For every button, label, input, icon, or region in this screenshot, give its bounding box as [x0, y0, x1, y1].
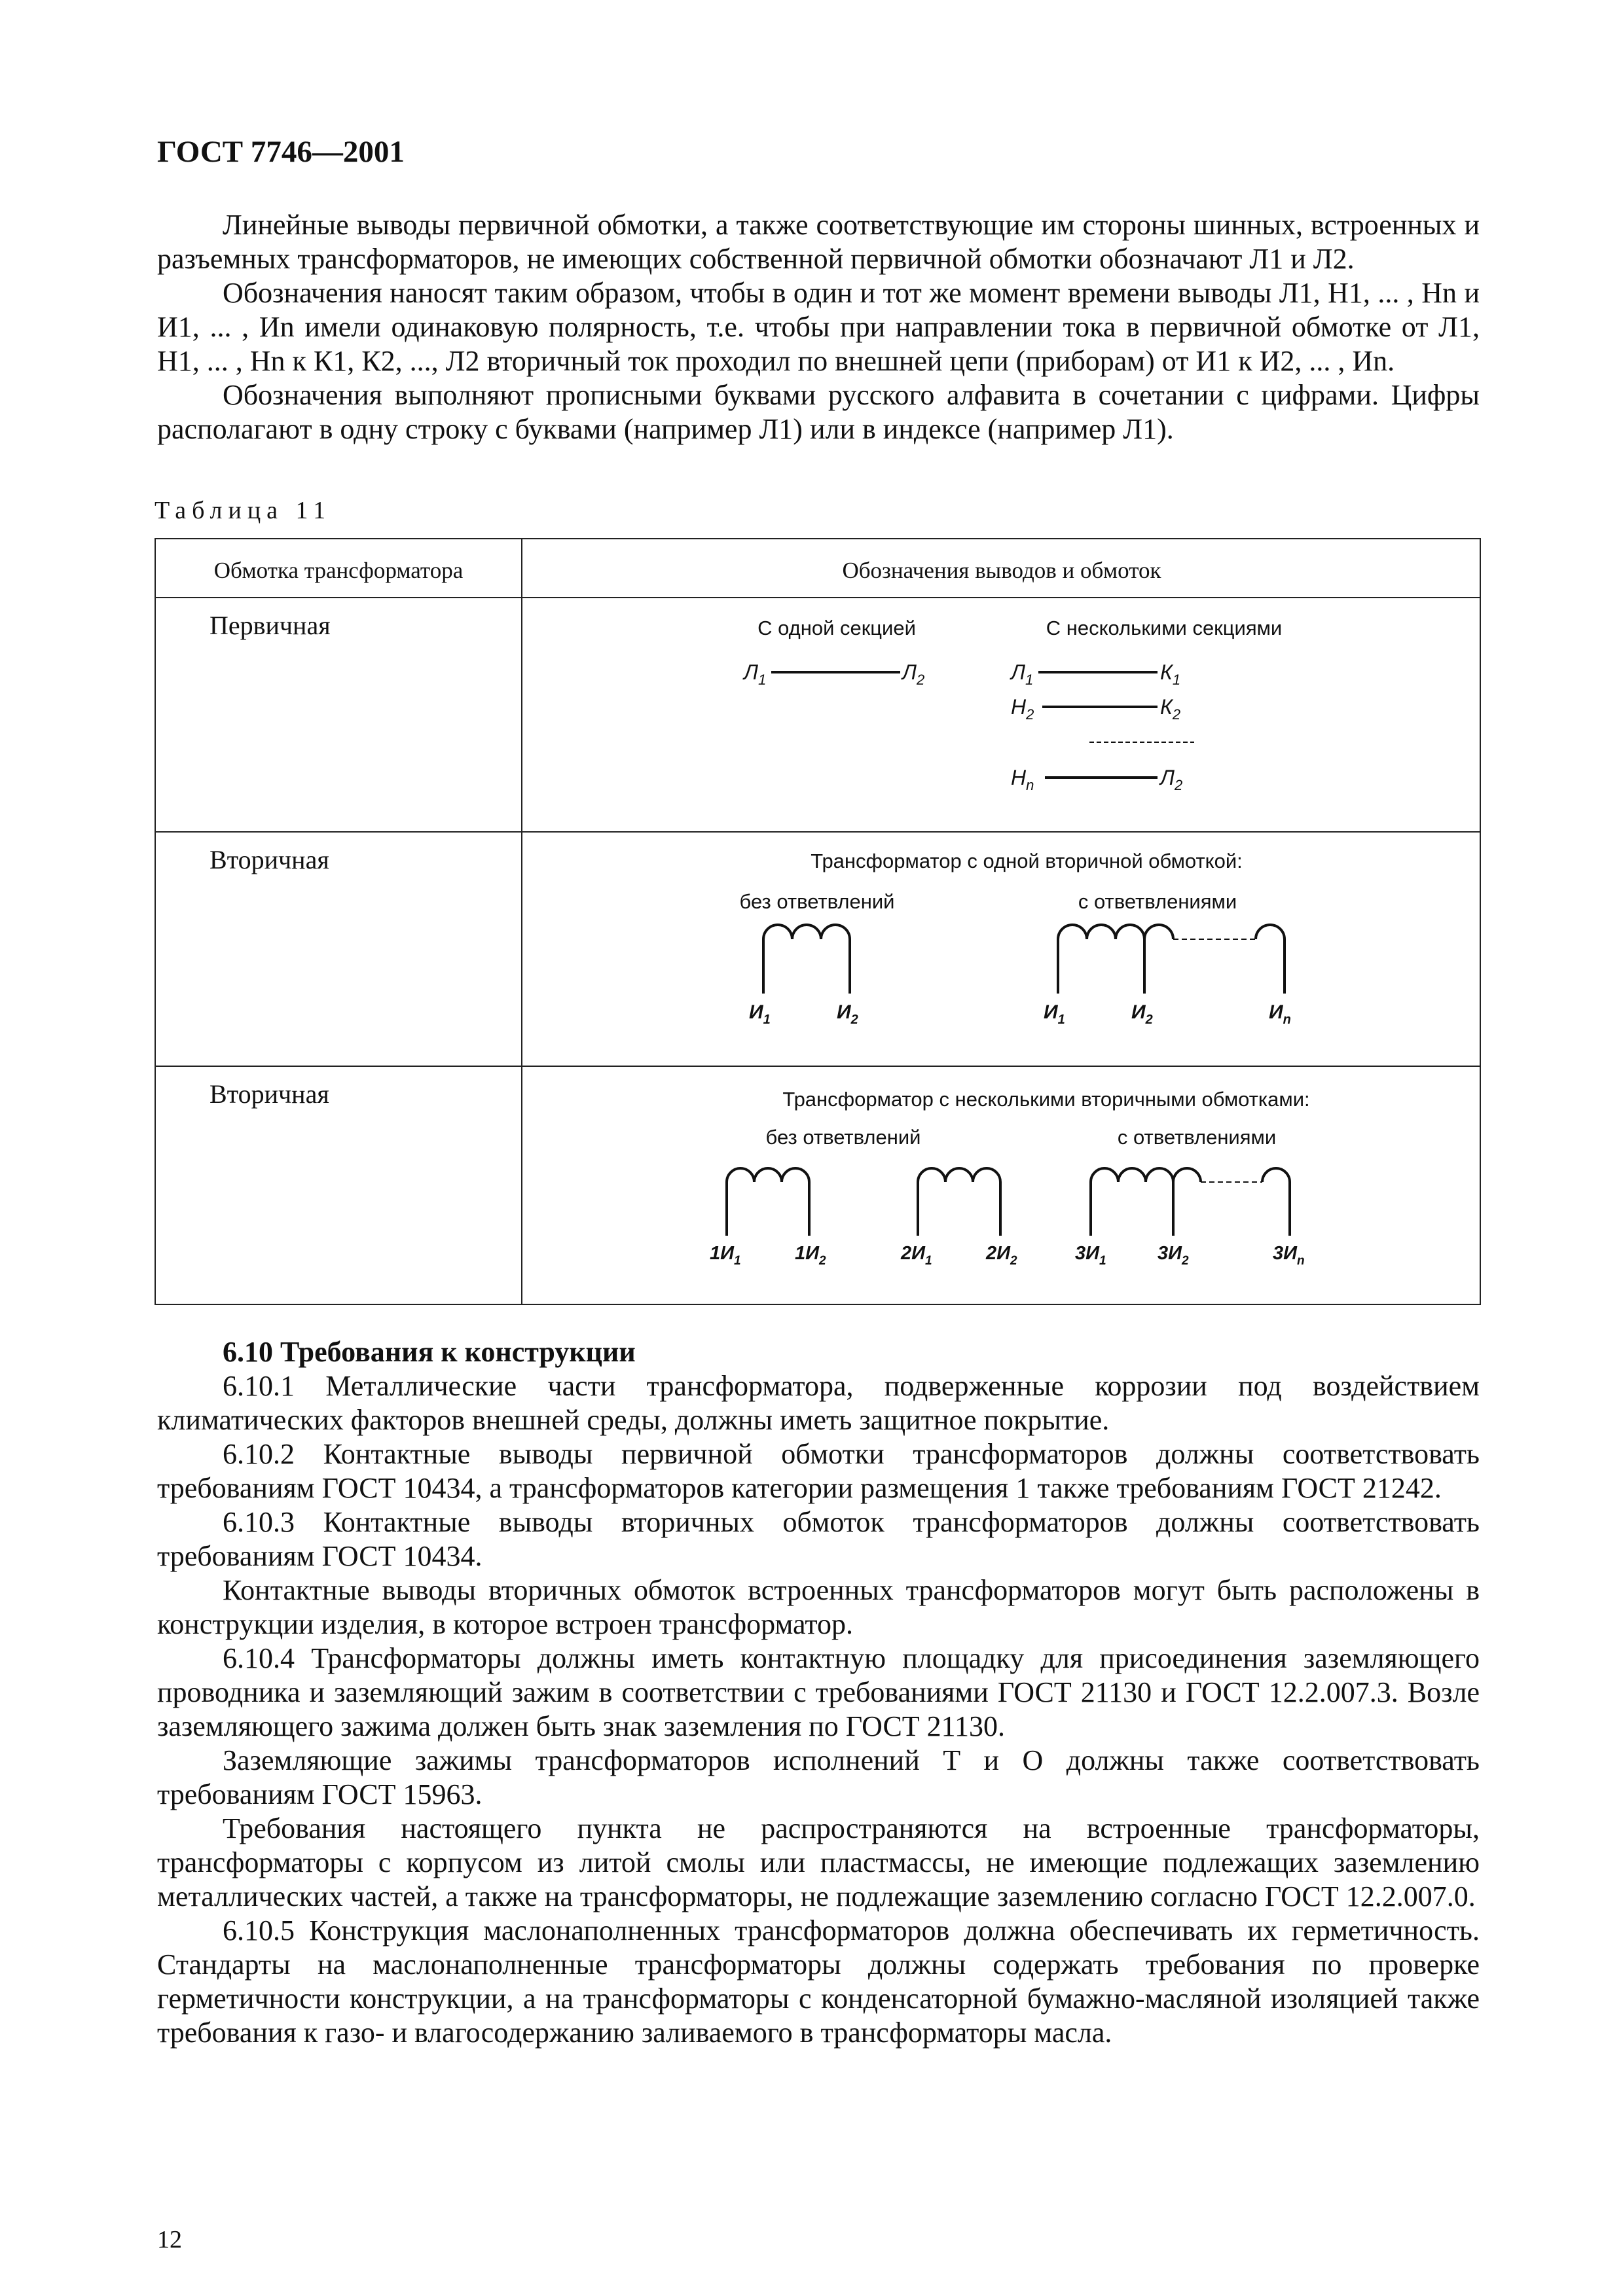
caption-single-secondary: Трансформатор с одной вторичной обмоткой: [811, 850, 1243, 872]
terminal-label: $И_1$ [1044, 1001, 1065, 1027]
terminal-label: $Л_2$ [902, 660, 925, 688]
section-paragraph: 6.10.5 Конструкция маслонаполненных трансформаторов должна обеспечивать их герметичность. Стандарты на маслонаполненные трансформаторы должны содержать требования по проверке герметичности конструкции, а на трансформаторы с конденсаторной бумажно-масляной изоляцией также требования к газо- и влагосодержанию заливаемого в трансформаторы масла. [157, 1914, 1480, 2049]
terminal-label: $К_1$ [1160, 660, 1181, 688]
column-header-designations: Обозначения выводов и обмоток [842, 558, 1161, 583]
caption-with-taps: с ответвлениями [1078, 890, 1237, 913]
caption-with-taps: с ответвлениями [1117, 1126, 1277, 1149]
terminal-label: $И_2$ [1131, 1001, 1153, 1027]
caption-multi-section: С несколькими секциями [1046, 617, 1283, 639]
terminal-label: $3И_n$ [1273, 1243, 1305, 1268]
terminal-label: $И_2$ [837, 1001, 858, 1027]
terminal-label: $2И_1$ [901, 1243, 932, 1268]
intro-paragraph-1: Линейные выводы первичной обмотки, а также соответствующие им стороны шинных, встроенных и разъемных трансформаторов, не имеющих собственной первичной обмотки обозначают Л1 и Л2. [157, 209, 1480, 275]
terminal-label: $2И_2$ [986, 1243, 1017, 1268]
caption-no-taps: без ответвлений [765, 1126, 921, 1149]
terminal-label: $3И_2$ [1158, 1243, 1189, 1268]
terminal-label: $Л_1$ [744, 660, 767, 688]
single-secondary-diagram [156, 831, 1482, 1066]
section-paragraph: 6.10.3 Контактные выводы вторичных обмоток трансформаторов должны соответствовать требованиям ГОСТ 10434. [157, 1506, 1480, 1572]
intro-text [157, 208, 1480, 446]
section-paragraph: 6.10.1 Металлические части трансформатора, подверженные коррозии под воздействием климатических факторов внешней среды, должны иметь защитное покрытие. [157, 1370, 1480, 1436]
caption-no-taps: без ответвлений [739, 890, 895, 913]
terminal-label: $Л_2$ [1160, 766, 1183, 793]
section-paragraph: 6.10.2 Контактные выводы первичной обмотки трансформаторов должны соответствовать требованиям ГОСТ 10434, а трансформаторов категории размещения 1 также требованиям ГОСТ 21242. [157, 1438, 1480, 1504]
multi-secondary-diagram [156, 1066, 1482, 1306]
terminal-label: $1И_2$ [795, 1243, 826, 1268]
page-number: 12 [157, 2226, 182, 2253]
caption-single-section: С одной секцией [757, 617, 916, 639]
caption-multi-secondary: Трансформатор с несколькими вторичными обмотками: [782, 1088, 1310, 1111]
terminal-label: $3И_1$ [1075, 1243, 1106, 1268]
terminal-label: $Н_n$ [1011, 766, 1034, 793]
terminal-label: $К_2$ [1160, 695, 1181, 723]
row-label-secondary-multiple: Вторичная [210, 1079, 329, 1109]
section-paragraph: 6.10.4 Трансформаторы должны иметь контактную площадку для присоединения заземляющего проводника и заземляющий зажим в соответствии с требованиями ГОСТ 21130 и ГОСТ 12.2.007.3. Возле заземляющего зажима должен быть знак заземления по ГОСТ 21130. [157, 1642, 1480, 1742]
terminal-label: $И_1$ [749, 1001, 771, 1027]
section-paragraph: Контактные выводы вторичных обмоток встроенных трансформаторов могут быть расположены в конструкции изделия, в которое встроен трансформатор. [157, 1574, 1480, 1640]
table-label: Таблица 11 [155, 497, 332, 524]
column-header-winding: Обмотка трансформатора [213, 558, 464, 583]
terminal-label: $Л_1$ [1011, 660, 1034, 688]
terminal-label: $Н_2$ [1011, 695, 1034, 723]
row-label-secondary: Вторичная [210, 845, 329, 874]
primary-winding-diagram [156, 539, 1482, 831]
section-paragraph: Заземляющие зажимы трансформаторов исполнений Т и О должны также соответствовать требованиям ГОСТ 15963. [157, 1744, 1480, 1810]
section-paragraph: Требования настоящего пункта не распространяются на встроенные трансформаторы, трансформаторы с корпусом из литой смолы или пластмассы, не имеющие подлежащих заземлению металлических частей, а также на трансформаторы, не подлежащие заземлению согласно ГОСТ 12.2.007.0. [157, 1812, 1480, 1912]
intro-paragraph-2: Обозначения наносят таким образом, чтобы в один и тот же момент времени выводы Л1, Н1, ... , Нn и И1, ... , Иn имели одинаковую полярность, т.е. чтобы при направлении тока в первичной обмотке от Л1, Н1, ... , Нn к К1, К2, ..., Л2 вторичный ток проходил по внешней цепи (приборам) от И1 к И2, ... , Иn. [157, 277, 1480, 377]
row-label-primary: Первичная [210, 611, 331, 640]
terminal-label: $И_n$ [1269, 1001, 1291, 1027]
terminal-label: $1И_1$ [710, 1243, 741, 1268]
document-header: ГОСТ 7746—2001 [157, 135, 405, 169]
section-heading: 6.10 Требования к конструкции [223, 1336, 636, 1368]
terminal-designation-table [155, 538, 1481, 1305]
intro-paragraph-3: Обозначения выполняют прописными буквами русского алфавита в сочетании с цифрами. Цифры располагают в одну строку с буквами (например Л1) или в индексе (например Л1). [157, 379, 1480, 445]
section-6-10 [157, 1335, 1480, 2050]
